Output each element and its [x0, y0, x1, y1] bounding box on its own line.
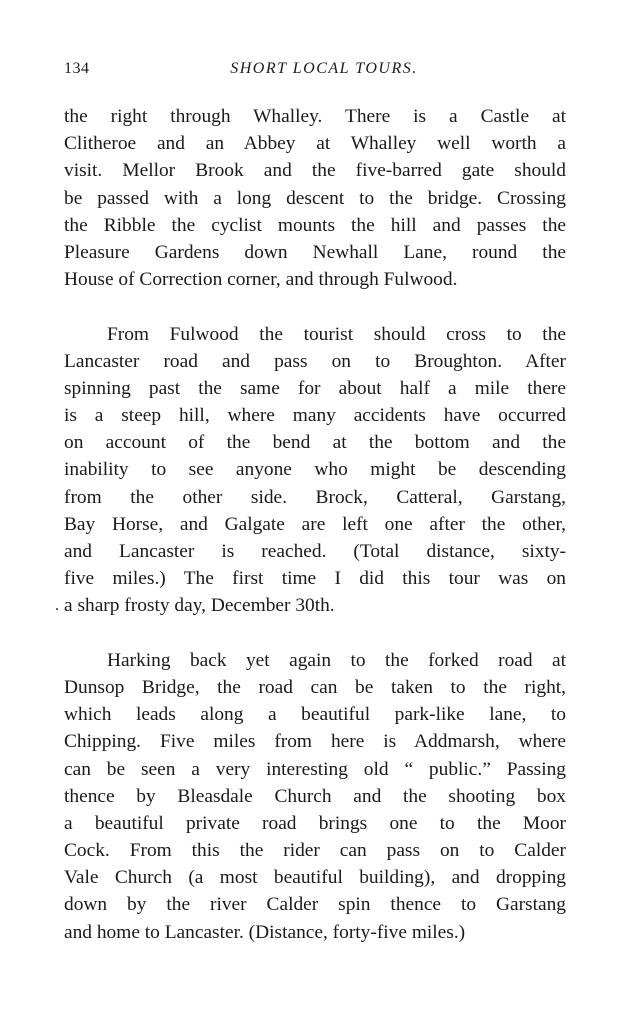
- text-line: Pleasure Gardens down Newhall Lane, round the: [64, 241, 566, 263]
- text-line: Harking back yet again to the forked road at: [107, 649, 566, 671]
- text-line: be passed with a long descent to the bridge. Crossing: [64, 187, 566, 209]
- text-line: is a steep hill, where many accidents have occurred: [64, 405, 566, 427]
- text-line: From Fulwood the tourist should cross to the: [107, 323, 566, 345]
- text-line: which leads along a beautiful park-like lane, to: [64, 704, 566, 726]
- page-number: 134: [64, 60, 90, 77]
- text-line-content: a sharp frosty day, December 30th.: [64, 595, 335, 617]
- text-line: Chipping. Five miles from here is Addmarsh, where: [64, 731, 566, 753]
- text-line: and home to Lancaster. (Distance, forty-five miles.): [64, 921, 466, 943]
- text-line: from the other side. Brock, Catteral, Garstang,: [64, 486, 566, 508]
- paragraph: [64, 103, 566, 293]
- paragraph: [55, 321, 566, 620]
- text-line: thence by Bleasdale Church and the shooting box: [64, 785, 566, 807]
- text-line: Lancaster road and pass on to Broughton. After: [64, 350, 566, 372]
- text-line: can be seen a very interesting old “ public.” Passing: [64, 758, 566, 780]
- text-line: a beautiful private road brings one to the Moor: [64, 812, 566, 834]
- text-line: Bay Horse, and Galgate are left one after the other,: [64, 513, 566, 535]
- paragraph-gap: [64, 620, 566, 647]
- text-line: five miles.) The first time I did this tour was on: [64, 568, 566, 590]
- paragraph: [64, 647, 566, 946]
- text-line: and Lancaster is reached. (Total distance, sixty-: [64, 541, 566, 562]
- paragraph-gap: [64, 293, 566, 320]
- text-line: the Ribble the cyclist mounts the hill and passes the: [64, 214, 566, 236]
- body-text: [55, 103, 566, 946]
- text-line: Vale Church (a most beautiful building), and dropping: [64, 867, 566, 889]
- text-line: House of Correction corner, and through Fulwood.: [64, 269, 458, 291]
- text-line: [55, 592, 566, 619]
- text-line: down by the river Calder spin thence to Garstang: [64, 894, 566, 916]
- text-line: Dunsop Bridge, the road can be taken to the right,: [64, 676, 566, 698]
- text-line: visit. Mellor Brook and the five-barred gate should: [64, 160, 566, 182]
- text-line: on account of the bend at the bottom and the: [64, 432, 566, 454]
- text-line: spinning past the same for about half a mile there: [64, 377, 566, 399]
- text-line: inability to see anyone who might be descending: [64, 459, 566, 481]
- text-line: Cock. From this the rider can pass on to Calder: [64, 840, 566, 862]
- stray-print-mark: .: [55, 597, 59, 615]
- text-line: Clitheroe and an Abbey at Whalley well worth a: [64, 133, 566, 155]
- running-head: [64, 60, 566, 82]
- text-line: the right through Whalley. There is a Castle at: [64, 106, 566, 127]
- running-title: SHORT LOCAL TOURS.: [230, 60, 418, 77]
